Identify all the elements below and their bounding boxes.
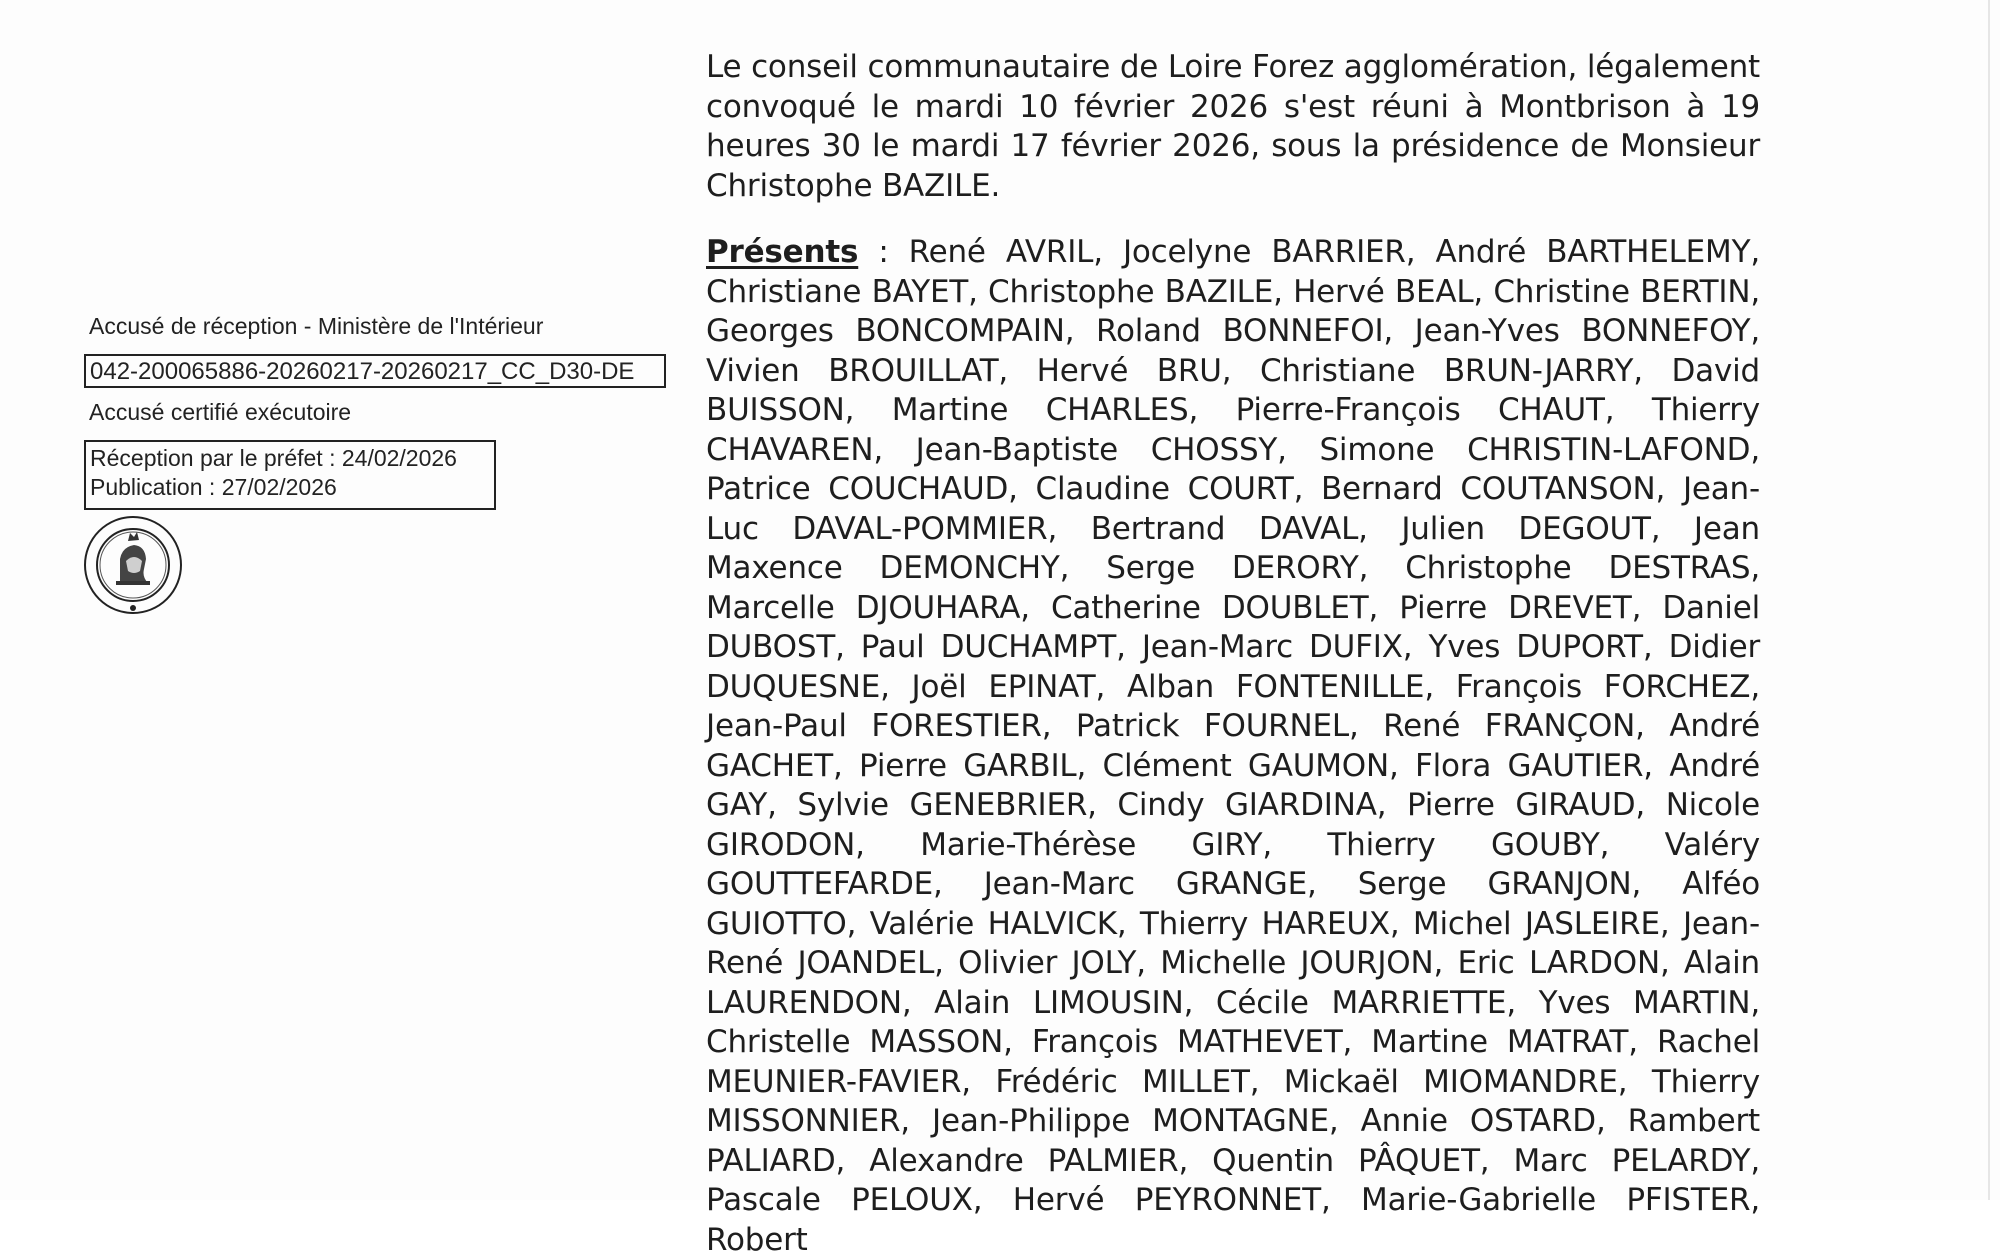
stamp-dates-box [84, 440, 496, 510]
stamp-act-id-box: 042-200065886-20260217-20260217_CC_D30-DE [84, 354, 666, 388]
stamp-reception-prefet-date: Réception par le préfet : 24/02/2026 [90, 445, 457, 471]
stamp-publication-date: Publication : 27/02/2026 [90, 474, 337, 500]
council-convocation-paragraph: Le conseil communautaire de Loire Forez agglomération, légalement convoqué le mardi 10 février 2026 s'est réuni à Montbrison à 19 heures 30 le mardi 17 février 2026, sous la présidence de Monsieur Christophe BAZILE. [706, 49, 1760, 204]
deliberation-body [706, 48, 1760, 1260]
republic-seal-icon [82, 515, 184, 617]
attendees-paragraph [706, 233, 1760, 1260]
presents-separator: : [858, 234, 909, 270]
scan-edge-line [1988, 0, 1990, 1200]
stamp-certified-executoire: Accusé certifié exécutoire [89, 399, 352, 425]
stamp-reception-ministry: Accusé de réception - Ministère de l'Intérieur [89, 313, 544, 339]
presents-list: René AVRIL, Jocelyne BARRIER, André BARTHELEMY, Christiane BAYET, Christophe BAZILE, Hervé BEAL, Christine BERTIN, Georges BONCOMPAIN, Roland BONNEFOI, Jean-Yves BONNEFOY, Vivien BROUILLAT, Hervé BRU, Christiane BRUN-JARRY, David BUISSON, Martine CHARLES, Pierre-François CHAUT, Thierry CHAVAREN, Jean-Baptiste CHOSSY, Simone CHRISTIN-LAFOND, Patrice COUCHAUD, Claudine COURT, Bernard COUTANSON, Jean-Luc DAVAL-POMMIER, Bertrand DAVAL, Julien DEGOUT, Jean Maxence DEMONCHY, Serge DERORY, Christophe DESTRAS, Marcelle DJOUHARA, Catherine DOUBLET, Pierre DREVET, Daniel DUBOST, Paul DUCHAMPT, Jean-Marc DUFIX, Yves DUPORT, Didier DUQUESNE, Joël EPINAT, Alban FONTENILLE, François FORCHEZ, Jean-Paul FORESTIER, Patrick FOURNEL, René FRANÇON, André GACHET, Pierre GARBIL, Clément GAUMON, Flora GAUTIER, André GAY, Sylvie GENEBRIER, Cindy GIARDINA, Pierre GIRAUD, Nicole GIRODON, Marie-Thérèse GIRY, Thierry GOUBY, Valéry GOUTTEFARDE, Jean-Marc GRANGE, Serge GRANJON, Alféo GUIOTTO, Valérie HALVICK, Thierry HAREUX, Michel JASLEIRE, Jean-René JOANDEL, Olivier JOLY, Michelle JOURJON, Eric LARDON, Alain LAURENDON, Alain LIMOUSIN, Cécile MARRIETTE, Yves MARTIN, Christelle MASSON, François MATHEVET, Martine MATRAT, Rachel MEUNIER-FAVIER, Frédéric MILLET, Mickaël MIOMANDRE, Thierry MISSONNIER, Jean-Philippe MONTAGNE, Annie OSTARD, Rambert PALIARD, Alexandre PALMIER, Quentin PÂQUET, Marc PELARDY, Pascale PELOUX, Hervé PEYRONNET, Marie-Gabrielle PFISTER, Robert [706, 234, 1760, 1258]
presents-heading: Présents [706, 234, 859, 270]
